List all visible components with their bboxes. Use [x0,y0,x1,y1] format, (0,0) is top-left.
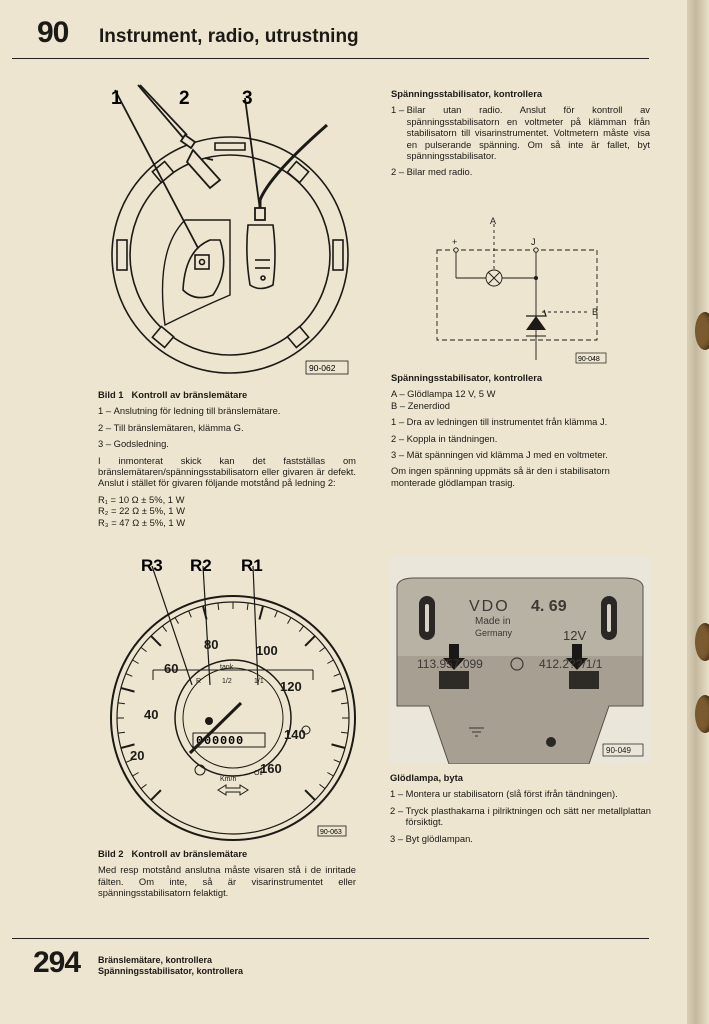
right-top-section [391,88,650,178]
stabilizer-photo [389,556,651,764]
binder-hole [695,623,709,661]
gauge-tick [118,703,125,704]
item-key: 1 – [390,788,404,800]
photo-voltage: 12V [563,628,587,643]
footer-line: Spänningsstabilisator, kontrollera [98,966,244,976]
fig2-paragraph: Med resp motstånd anslutna måste visaren stå i de inritade fälten. Om inte, så är visarinstrumentet eller spänningsstabilisatorn felaktigt. [98,864,356,899]
gauge-tick [332,688,346,692]
fig1-callout-2: 2 [179,88,190,109]
gauge-tick [118,732,125,733]
gauge-tick [247,603,248,610]
footer-titles [98,955,243,977]
speed-tick-label: 20 [130,748,145,763]
photo-made-in: Made in [475,616,511,627]
gauge-tick [341,732,348,733]
schematic-ref: 90-048 [578,356,600,363]
schematic-label-a: A [490,216,497,226]
schematic-label-j: J [531,237,536,247]
gauge-tick [334,674,340,677]
fig1-item-text: Till bränslemätaren, klämma G. [113,421,244,433]
speed-tick-label: 140 [284,727,306,742]
gauge-tick [189,611,192,617]
section-heading: Glödlampa, byta [390,772,463,783]
fig1-caption-label: Bild 1 [98,389,124,400]
gauge-tick [341,703,348,704]
item-text: Montera ur stabilisatorn (slå först ifrån tändningen). [405,788,618,800]
fig1-callout-3: 3 [242,88,253,109]
gauge-tick [334,760,340,763]
gauge-tick [305,790,315,800]
item-key: 1 – [391,104,405,116]
step-key: 2 – [391,432,405,444]
section-heading: Spänningsstabilisator, kontrollera [391,88,543,99]
fig1-paragraph: I inmonterat skick kan det fastställas om bränslemätaren/spänningsstabilisatorn eller givaren är defekt. Anslut i stället för givaren följande motstånd på ledning 2: [98,454,356,489]
step-text: Dra av ledningen till instrumentet från klämma J. [406,416,608,428]
fig1-item-text: Godsledning. [113,438,169,450]
schematic-diagram [430,212,610,367]
gauge-tick [141,647,147,651]
fig2-caption-label: Bild 2 [98,848,124,859]
gauge-r-label: R [196,678,202,685]
photo-model: 4. 69 [531,598,567,615]
speed-tick-label: 60 [164,661,179,676]
gauge-tick [141,784,147,788]
fig1-item-key: 3 – [98,438,112,450]
gauge-tick [275,611,278,617]
fig2-ref: 90-063 [320,829,342,836]
speed-tick-label: 80 [204,637,219,652]
gauge-tick [319,647,325,651]
gauge-tick [175,618,179,624]
photo-country: Germany [475,628,513,638]
gauge-half-label: 1/2 [222,678,232,685]
legend-key: A – [391,388,405,400]
footer-line: Bränslemätare, kontrollera [98,955,213,965]
schematic-label-plus: + [452,237,458,247]
speed-tick-label: 100 [256,643,278,658]
fig2-callout-r1: R1 [241,556,263,575]
gauge-tick [327,660,333,664]
gauge-tick [218,603,219,610]
speed-tick-label: 160 [260,761,282,776]
item-text: Bilar utan radio. Anslut för kontroll av spänningsstabilisatorn en voltmeter på klämman från stabilisatorn till visarinstrumentet. Voltmetern måste visa en pulserande spänning. Om så inte är fallet, byt spänningsstabilisator. [406,104,650,162]
gauge-tick [133,660,139,664]
fig1-ref: 90-062 [309,363,336,373]
gauge-kmh-label: Km/h [220,776,237,783]
chapter-number: 90 [37,16,69,49]
right-mid-section [391,372,650,493]
gauge-tick [126,674,132,677]
gauge-tick [327,773,333,777]
resistor-spec: R₁ = 10 Ω ± 5%, 1 W [98,493,185,505]
gauge-tick [259,606,263,620]
legend-text: Zenerdiod [407,399,450,411]
step-key: 1 – [391,416,405,428]
gauge-tick [151,790,161,800]
photo-part-left: 113.957.099 [417,657,483,671]
fig1-caption-title: Kontroll av bränslemätare [131,389,248,400]
figure-2-speedometer [108,555,358,845]
item-key: 3 – [390,832,404,844]
figure-1-text [98,389,356,528]
gauge-tick [133,773,139,777]
binder-hole [695,695,709,733]
legend-text: Glödlampa 12 V, 5 W [407,388,496,400]
fig1-callout-1: 1 [111,88,122,109]
page-number: 294 [33,946,81,979]
photo-brand: VDO [469,598,510,615]
chapter-title: Instrument, radio, utrustning [99,26,359,47]
gauge-tank-label: tank [220,664,234,671]
fig1-item-key: 1 – [98,405,112,417]
item-text: Byt glödlampan. [405,832,473,844]
fig1-item-text: Anslutning för ledning till bränslemätare. [113,405,281,417]
footer-divider [12,938,649,939]
speed-tick-label: 120 [280,679,302,694]
gauge-oil-label: Oil [254,770,263,777]
page-edge [687,0,709,1024]
photo-ref: 90-049 [606,746,631,755]
odometer: 000000 [196,734,245,748]
step-key: 3 – [391,449,405,461]
binder-hole [695,312,709,350]
resistor-spec: R₂ = 22 Ω ± 5%, 1 W [98,505,185,517]
gauge-tick [332,744,346,748]
gauge-tick [319,784,325,788]
gauge-tick [162,626,166,632]
resistor-spec: R₃ = 47 Ω ± 5%, 1 W [98,516,186,528]
legend-key: B – [391,399,406,411]
fig1-item-key: 2 – [98,421,112,433]
right-bottom-section [390,772,651,844]
item-text: Tryck plasthakarna i pilriktningen och sätt ner metallplattan försiktigt. [405,804,651,828]
figure-2-text [98,848,356,904]
gauge-tick [299,626,303,632]
gauge-tick [151,636,161,646]
item-key: 2 – [390,804,404,816]
header-divider [12,58,649,59]
photo-part-right: 412.2??/1/1 [539,657,603,671]
item-key: 2 – [391,166,405,178]
fig2-callout-r2: R2 [190,556,212,575]
section-heading: Spänningsstabilisator, kontrollera [391,372,543,383]
step-text: Koppla in tändningen. [406,432,498,444]
speed-tick-label: 40 [144,707,159,722]
gauge-full-label: 1/1 [254,678,264,685]
gauge-tick [305,636,315,646]
figure-1-fuel-sender [95,80,360,380]
schematic-label-b: B [592,307,599,317]
step-text: Mät spänningen vid klämma J med en voltmeter. [406,449,608,461]
fig2-caption-title: Kontroll av bränslemätare [131,848,248,859]
note-text: Om ingen spänning uppmäts så är den i stabilisatorn monterade glödlampan trasig. [391,465,610,488]
item-text: Bilar med radio. [406,166,473,178]
fig2-callout-r3: R3 [141,556,163,575]
gauge-tick [288,618,292,624]
gauge-tick [121,688,135,692]
